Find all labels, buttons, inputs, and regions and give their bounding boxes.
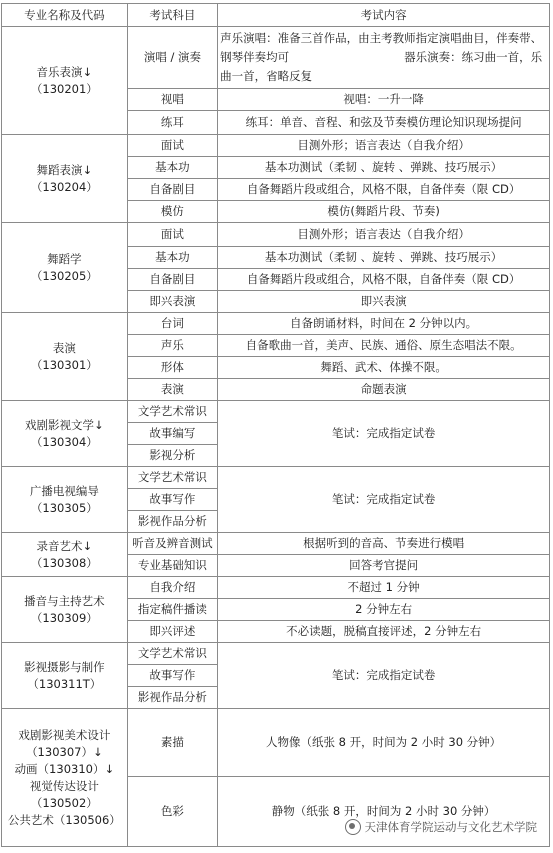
table-body: [2, 27, 550, 847]
table-row: [2, 643, 550, 665]
major-cell: [2, 467, 128, 533]
major-line: 广播电视编导（130305）: [29, 483, 99, 515]
content-cell: 自备舞蹈片段或组合，风格不限，自备伴奏（限 CD）: [218, 269, 550, 291]
content-cell: 不必读题，脱稿直接评述，2 分钟左右: [218, 621, 550, 643]
major-line: （130205）: [30, 268, 98, 283]
subject-cell: 自备剧目: [127, 179, 217, 201]
content-cell: 人物像（纸张 8 开，时间为 2 小时 30 分钟）: [218, 709, 550, 777]
subject-cell: 自我介绍: [127, 577, 217, 599]
table-row: [2, 313, 550, 335]
content-cell: 基本功测试（柔韧 、旋转 、弹跳、技巧展示）: [218, 247, 550, 269]
content-cell: 根据听到的音高、节奏进行模唱: [218, 533, 550, 555]
major-line: 动画（130310）↓: [14, 761, 115, 776]
header-subject: 考试科目: [127, 4, 217, 27]
major-line: 舞蹈表演↓: [36, 162, 93, 177]
subject-cell: 即兴评述: [127, 621, 217, 643]
major-cell: [2, 577, 128, 643]
subject-cell: 练耳: [127, 111, 217, 135]
content-cell: 即兴表演: [218, 291, 550, 313]
major-cell: [2, 135, 128, 223]
table-header-row: [2, 4, 550, 27]
subject-cell: 面试: [127, 223, 217, 247]
major-line: （130204）: [30, 179, 98, 194]
major-line: 戏剧影视美术设计: [18, 727, 111, 742]
subject-cell: 演唱 / 演奏: [127, 27, 217, 89]
subject-cell: 基本功: [127, 157, 217, 179]
watermark-text: 天津体育学院运动与文化艺术学院: [364, 820, 537, 834]
content-cell: 回答考官提问: [218, 555, 550, 577]
content-cell: 目测外形；语言表达（自我介绍）: [218, 135, 550, 157]
content-cell: 笔试：完成指定试卷: [218, 643, 550, 709]
major-cell: [2, 223, 128, 313]
subject-cell: 指定稿件播读: [127, 599, 217, 621]
subject-cell: 影视作品分析: [127, 687, 217, 709]
subject-cell: 形体: [127, 357, 217, 379]
major-cell: [2, 709, 128, 847]
major-line: （130201）: [30, 81, 98, 96]
watermark: [345, 819, 538, 835]
subject-cell: 即兴表演: [127, 291, 217, 313]
content-cell: 自备朗诵材料，时间在 2 分钟以内。: [218, 313, 550, 335]
major-line: （130311T）: [27, 676, 102, 691]
subject-cell: 故事写作: [127, 489, 217, 511]
subject-cell: 文学艺术常识: [127, 401, 217, 423]
wechat-icon: [345, 819, 361, 835]
content-cell: 自备舞蹈片段或组合，风格不限，自备伴奏（限 CD）: [218, 179, 550, 201]
table-row: [2, 709, 550, 777]
content-cell: 静物（纸张 8 开，时间为 2 小时 30 分钟）: [218, 777, 550, 847]
table-row: [2, 467, 550, 489]
major-line: （130307）↓: [26, 744, 103, 759]
content-cell: 2 分钟左右: [218, 599, 550, 621]
content-cell: 笔试：完成指定试卷: [218, 467, 550, 533]
content-cell: 命题表演: [218, 379, 550, 401]
major-line: 公共艺术（130506）: [7, 812, 121, 827]
content-cell: 笔试：完成指定试卷: [218, 401, 550, 467]
subject-cell: 声乐: [127, 335, 217, 357]
table-row: [2, 135, 550, 157]
subject-cell: 专业基础知识: [127, 555, 217, 577]
content-cell: 视唱：一升一降: [218, 89, 550, 111]
major-line: 播音与主持艺术: [24, 593, 105, 608]
subject-cell: 听音及辨音测试: [127, 533, 217, 555]
subject-cell: 自备剧目: [127, 269, 217, 291]
major-cell: [2, 401, 128, 467]
major-cell: [2, 313, 128, 401]
major-line: 音乐表演↓: [36, 64, 93, 79]
subject-cell: 视唱: [127, 89, 217, 111]
table-row: [2, 401, 550, 423]
table-row: [2, 223, 550, 247]
major-line: （130308）: [30, 555, 98, 570]
subject-cell: 影视作品分析: [127, 511, 217, 533]
subject-cell: 模仿: [127, 201, 217, 223]
subject-cell: 色彩: [127, 777, 217, 847]
major-line: （130304）: [30, 434, 98, 449]
content-cell: 基本功测试（柔韧 、旋转 、弹跳、技巧展示）: [218, 157, 550, 179]
header-major: 专业名称及代码: [2, 4, 128, 27]
table-row: [2, 533, 550, 555]
content-cell: 练耳：单音、音程、和弦及节奏模仿理论知识现场提问: [218, 111, 550, 135]
subject-cell: 故事写作: [127, 665, 217, 687]
major-line: 影视摄影与制作: [24, 659, 105, 674]
major-line: 录音艺术↓: [36, 538, 93, 553]
content-cell: 模仿(舞蹈片段、节奏): [218, 201, 550, 223]
major-cell: [2, 643, 128, 709]
major-line: 视觉传达设计（130502）: [29, 778, 99, 810]
major-line: （130301）: [30, 357, 98, 372]
subject-cell: 台词: [127, 313, 217, 335]
content-cell: 声乐演唱：准备三首作品，由主考教师指定演唱曲目，伴奏带、钢琴伴奏均可 器乐演奏：练习曲一首，乐曲一首，省略反复: [218, 27, 550, 89]
table-row: [2, 27, 550, 89]
major-cell: [2, 533, 128, 577]
content-cell: 不超过 1 分钟: [218, 577, 550, 599]
content-cell: 自备歌曲一首，美声、民族、通俗、原生态唱法不限。: [218, 335, 550, 357]
exam-table: [1, 3, 550, 847]
major-line: 舞蹈学: [47, 251, 82, 266]
subject-cell: 文学艺术常识: [127, 467, 217, 489]
subject-cell: 表演: [127, 379, 217, 401]
major-cell: [2, 27, 128, 135]
subject-cell: 素描: [127, 709, 217, 777]
subject-cell: 影视分析: [127, 445, 217, 467]
major-line: 表演: [52, 340, 76, 355]
major-line: 戏剧影视文学↓: [25, 417, 104, 432]
header-content: 考试内容: [218, 4, 550, 27]
table-row: [2, 577, 550, 599]
content-cell: 舞蹈、武术、体操不限。: [218, 357, 550, 379]
subject-cell: 面试: [127, 135, 217, 157]
content-cell: 目测外形；语言表达（自我介绍）: [218, 223, 550, 247]
subject-cell: 基本功: [127, 247, 217, 269]
subject-cell: 故事编写: [127, 423, 217, 445]
subject-cell: 文学艺术常识: [127, 643, 217, 665]
major-line: （130309）: [30, 610, 98, 625]
